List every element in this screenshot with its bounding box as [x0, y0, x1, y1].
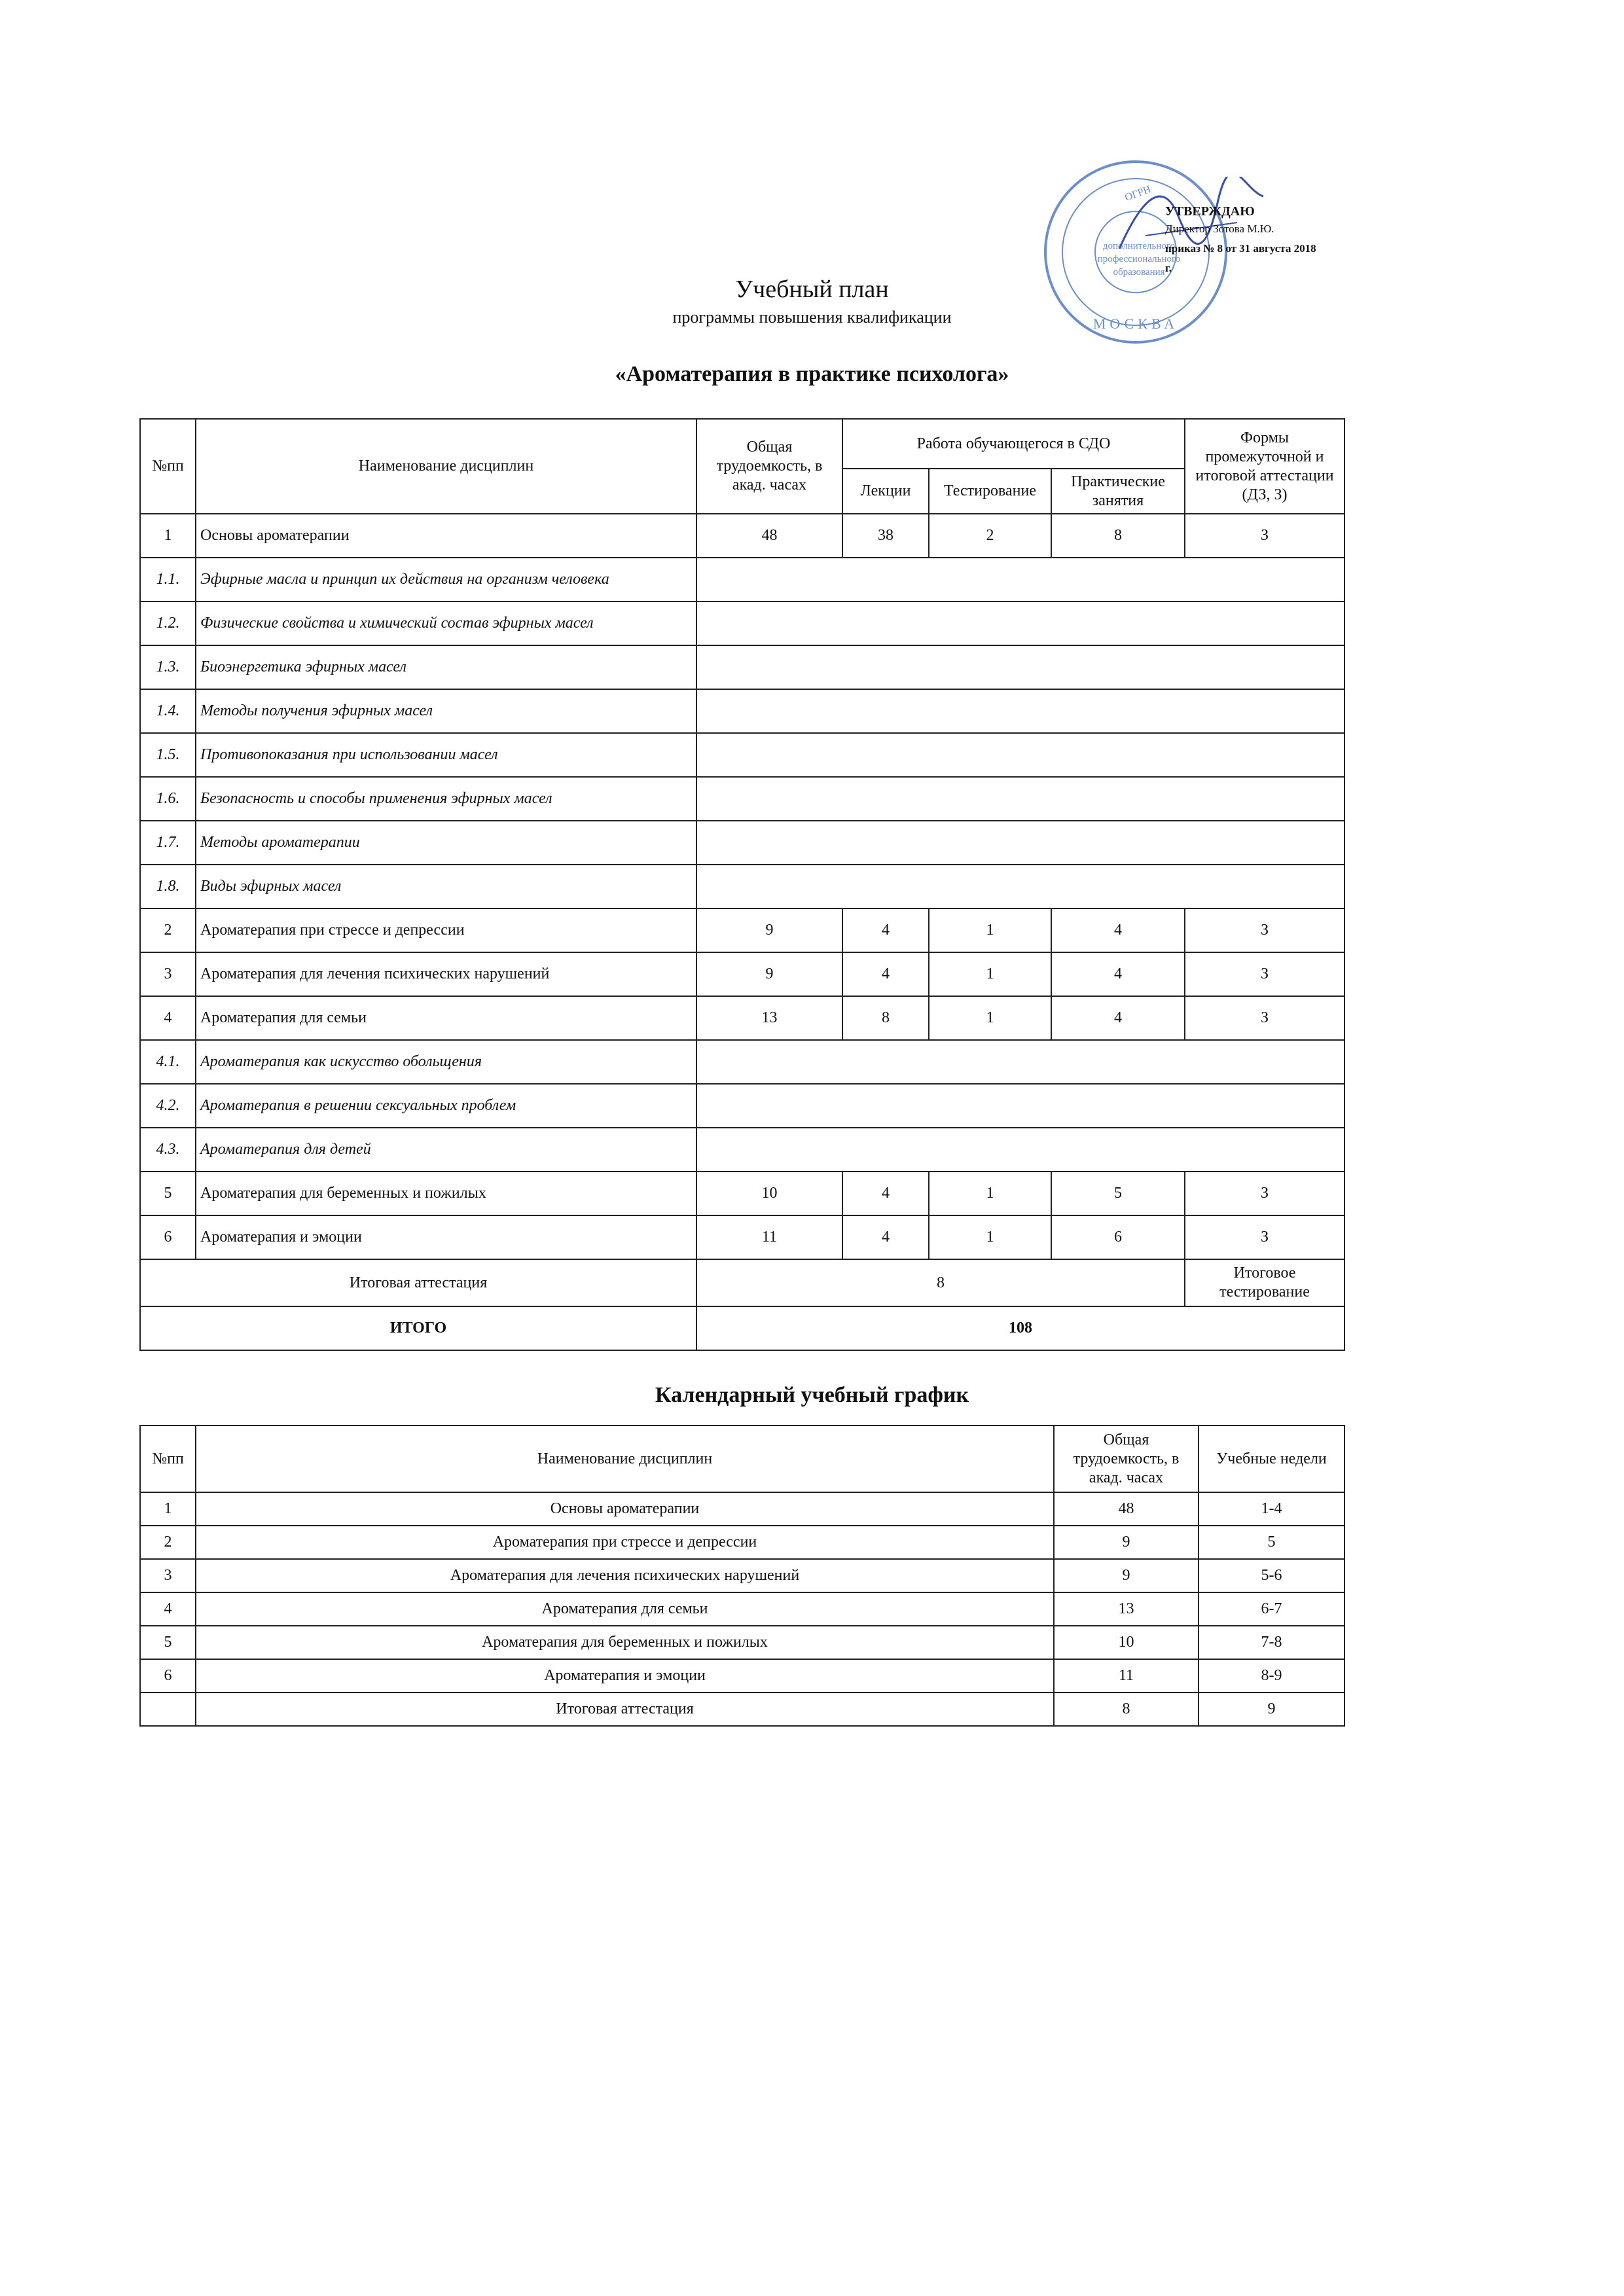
approval-order: приказ № 8 от 31 августа 2018 г. — [1165, 242, 1316, 274]
cal-cell-weeks: 5-6 — [1199, 1559, 1344, 1592]
cell-name: Ароматерапия для детей — [196, 1128, 696, 1172]
cell-form: З — [1185, 1215, 1344, 1259]
cell-empty — [696, 689, 1344, 733]
calendar-body — [140, 1492, 1344, 1726]
cell-empty — [696, 733, 1344, 777]
cell-lectures: 8 — [842, 996, 929, 1040]
cell-name: Эфирные масла и принцип их действия на организм человека — [196, 558, 696, 601]
cal-cell-weeks: 1-4 — [1199, 1492, 1344, 1526]
cell-testing: 1 — [929, 1215, 1051, 1259]
svg-text:МОСКВА: МОСКВА — [1092, 315, 1179, 332]
final-label: Итоговая аттестация — [140, 1259, 696, 1306]
cell-lectures: 4 — [842, 908, 929, 952]
curriculum-body — [140, 514, 1344, 1350]
svg-text:профессионального: профессионального — [1097, 254, 1181, 264]
total-hours: 108 — [696, 1306, 1344, 1350]
cell-num: 5 — [140, 1172, 196, 1215]
cell-num: 1.1. — [140, 558, 196, 601]
page-title: Учебный план — [735, 276, 889, 303]
svg-text:дополнительного: дополнительного — [1102, 241, 1176, 251]
cell-form: З — [1185, 952, 1344, 996]
cell-name: Противопоказания при использовании масел — [196, 733, 696, 777]
cal-cell-total: 9 — [1054, 1526, 1199, 1559]
cal-cell-total: 11 — [1054, 1659, 1199, 1693]
cell-num: 4.3. — [140, 1128, 196, 1172]
cell-num: 1.4. — [140, 689, 196, 733]
table-row — [140, 1492, 1344, 1526]
cell-empty — [696, 777, 1344, 821]
cal-cell-name: Основы ароматерапии — [196, 1492, 1054, 1526]
cell-empty — [696, 1040, 1344, 1084]
cell-name: Ароматерапия в решении сексуальных проблем — [196, 1084, 696, 1128]
cell-num: 1.8. — [140, 865, 196, 908]
cell-practice: 4 — [1051, 952, 1185, 996]
header-lectures: Лекции — [842, 469, 929, 514]
page-subtitle: программы повышения квалификации — [672, 308, 952, 327]
cal-cell-num: 5 — [140, 1626, 196, 1659]
table-row — [140, 514, 1344, 558]
table-row — [140, 733, 1344, 777]
table-row — [140, 1526, 1344, 1559]
cell-total: 48 — [696, 514, 842, 558]
cell-num: 1.5. — [140, 733, 196, 777]
cell-name: Биоэнергетика эфирных масел — [196, 645, 696, 689]
cell-total: 13 — [696, 996, 842, 1040]
cell-num: 4 — [140, 996, 196, 1040]
cell-empty — [696, 821, 1344, 865]
cal-cell-num: 2 — [140, 1526, 196, 1559]
cell-num: 6 — [140, 1215, 196, 1259]
table-row — [140, 1559, 1344, 1592]
table-row — [140, 1215, 1344, 1259]
cal-cell-name: Ароматерапия при стрессе и депрессии — [196, 1526, 1054, 1559]
cell-name: Методы получения эфирных масел — [196, 689, 696, 733]
table-row — [140, 952, 1344, 996]
cal-cell-weeks: 6-7 — [1199, 1592, 1344, 1626]
approval-title: УТВЕРЖДАЮ — [1165, 204, 1255, 219]
table-row — [140, 908, 1344, 952]
cell-empty — [696, 601, 1344, 645]
table-row — [140, 1040, 1344, 1084]
table-row — [140, 821, 1344, 865]
cell-total: 9 — [696, 908, 842, 952]
table-row — [140, 1659, 1344, 1693]
cal-cell-total: 48 — [1054, 1492, 1199, 1526]
cell-empty — [696, 1128, 1344, 1172]
cell-name: Безопасность и способы применения эфирных масел — [196, 777, 696, 821]
cal-cell-weeks: 9 — [1199, 1693, 1344, 1726]
table-row — [140, 1693, 1344, 1726]
header-work: Работа обучающегося в СДО — [842, 419, 1185, 469]
total-label: ИТОГО — [140, 1306, 696, 1350]
cal-cell-num: 6 — [140, 1659, 196, 1693]
cal-cell-total: 10 — [1054, 1626, 1199, 1659]
cell-testing: 1 — [929, 996, 1051, 1040]
header-total: Общая трудоемкость, в акад. часах — [696, 419, 842, 514]
cell-num: 2 — [140, 908, 196, 952]
calendar-title: Календарный учебный график — [655, 1383, 969, 1407]
cell-practice: 8 — [1051, 514, 1185, 558]
header-forms: Формы промежуточной и итоговой аттестации (ДЗ, З) — [1185, 419, 1344, 514]
cell-num: 1.2. — [140, 601, 196, 645]
svg-text:ОГРН: ОГРН — [1123, 183, 1153, 204]
cell-empty — [696, 558, 1344, 601]
total-row — [140, 1306, 1344, 1350]
table-row — [140, 601, 1344, 645]
cell-name: Ароматерапия для беременных и пожилых — [196, 1172, 696, 1215]
table-row — [140, 777, 1344, 821]
cal-header-total: Общая трудоемкость, в акад. часах — [1054, 1426, 1199, 1492]
cell-num: 4.2. — [140, 1084, 196, 1128]
cal-header-num: №пп — [140, 1426, 196, 1492]
cal-cell-weeks: 5 — [1199, 1526, 1344, 1559]
svg-text:образования: образования — [1113, 267, 1165, 278]
cell-name: Ароматерапия для лечения психических нарушений — [196, 952, 696, 996]
final-row — [140, 1259, 1344, 1306]
calendar-table — [139, 1425, 1345, 1727]
cal-header-weeks: Учебные недели — [1199, 1426, 1344, 1492]
cal-cell-num — [140, 1693, 196, 1726]
cell-testing: 2 — [929, 514, 1051, 558]
table-row — [140, 1084, 1344, 1128]
cell-name: Ароматерапия и эмоции — [196, 1215, 696, 1259]
cell-name: Физические свойства и химический состав эфирных масел — [196, 601, 696, 645]
cell-num: 1.7. — [140, 821, 196, 865]
cell-form: З — [1185, 908, 1344, 952]
cell-total: 9 — [696, 952, 842, 996]
cal-cell-name: Ароматерапия для лечения психических нарушений — [196, 1559, 1054, 1592]
cell-form: З — [1185, 514, 1344, 558]
cal-cell-num: 1 — [140, 1492, 196, 1526]
cell-name: Ароматерапия для семьи — [196, 996, 696, 1040]
cell-num: 1.6. — [140, 777, 196, 821]
cell-practice: 4 — [1051, 996, 1185, 1040]
cal-cell-weeks: 8-9 — [1199, 1659, 1344, 1693]
header-num: №пп — [140, 419, 196, 514]
approval-director: Директор Зотова М.Ю. — [1165, 223, 1274, 235]
cell-form: З — [1185, 996, 1344, 1040]
cell-num: 3 — [140, 952, 196, 996]
cell-name: Основы ароматерапии — [196, 514, 696, 558]
table-row — [140, 558, 1344, 601]
cell-lectures: 4 — [842, 1172, 929, 1215]
table-row — [140, 1626, 1344, 1659]
cal-cell-total: 13 — [1054, 1592, 1199, 1626]
cal-cell-name: Итоговая аттестация — [196, 1693, 1054, 1726]
cell-practice: 4 — [1051, 908, 1185, 952]
cell-name: Методы ароматерапии — [196, 821, 696, 865]
table-row — [140, 1128, 1344, 1172]
cell-num: 1 — [140, 514, 196, 558]
cal-cell-name: Ароматерапия для беременных и пожилых — [196, 1626, 1054, 1659]
table-row — [140, 1592, 1344, 1626]
cell-name: Виды эфирных масел — [196, 865, 696, 908]
cell-practice: 6 — [1051, 1215, 1185, 1259]
cell-lectures: 38 — [842, 514, 929, 558]
cell-empty — [696, 1084, 1344, 1128]
header-testing: Тестирование — [929, 469, 1051, 514]
cell-testing: 1 — [929, 952, 1051, 996]
cal-header-name: Наименование дисциплин — [196, 1426, 1054, 1492]
cal-cell-name: Ароматерапия и эмоции — [196, 1659, 1054, 1693]
curriculum-table — [139, 418, 1345, 1351]
table-row — [140, 689, 1344, 733]
table-row — [140, 865, 1344, 908]
cell-name: Ароматерапия как искусство обольщения — [196, 1040, 696, 1084]
cell-name: Ароматерапия при стрессе и депрессии — [196, 908, 696, 952]
final-form: Итоговое тестирование — [1185, 1259, 1344, 1306]
cal-cell-num: 3 — [140, 1559, 196, 1592]
cell-practice: 5 — [1051, 1172, 1185, 1215]
cal-cell-total: 9 — [1054, 1559, 1199, 1592]
cell-form: З — [1185, 1172, 1344, 1215]
table-row — [140, 645, 1344, 689]
cal-cell-num: 4 — [140, 1592, 196, 1626]
cell-total: 11 — [696, 1215, 842, 1259]
table-row — [140, 996, 1344, 1040]
cell-num: 1.3. — [140, 645, 196, 689]
header-name: Наименование дисциплин — [196, 419, 696, 514]
cell-empty — [696, 865, 1344, 908]
approval-block — [1165, 204, 1322, 278]
final-hours: 8 — [696, 1259, 1185, 1306]
cell-total: 10 — [696, 1172, 842, 1215]
cal-cell-name: Ароматерапия для семьи — [196, 1592, 1054, 1626]
cell-testing: 1 — [929, 1172, 1051, 1215]
header-practice: Практические занятия — [1051, 469, 1185, 514]
cell-testing: 1 — [929, 908, 1051, 952]
cell-empty — [696, 645, 1344, 689]
table-row — [140, 1172, 1344, 1215]
cal-cell-total: 8 — [1054, 1693, 1199, 1726]
cell-num: 4.1. — [140, 1040, 196, 1084]
cal-cell-weeks: 7-8 — [1199, 1626, 1344, 1659]
cell-lectures: 4 — [842, 1215, 929, 1259]
program-title: «Ароматерапия в практике психолога» — [615, 362, 1009, 386]
cell-lectures: 4 — [842, 952, 929, 996]
